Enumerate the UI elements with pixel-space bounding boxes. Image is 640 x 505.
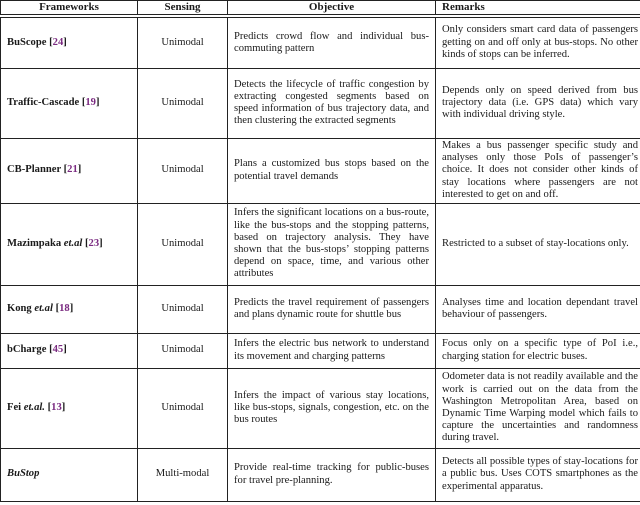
framework-cell xyxy=(1,333,138,368)
header-row xyxy=(1,1,640,17)
citation-link[interactable]: 45 xyxy=(52,344,64,356)
citation-wrap: [45] xyxy=(46,344,67,356)
framework-name: Fei xyxy=(7,401,22,413)
sensing-cell: Unimodal xyxy=(138,16,228,68)
remarks-cell: Makes a bus passenger specific study and analyses only those PoIs of passenger’s choice. It does not consider other kinds of stay locations where passengers are not interested to get on and off. xyxy=(436,138,640,203)
citation-link[interactable]: 13 xyxy=(51,401,62,413)
sensing-cell: Unimodal xyxy=(138,203,228,285)
citation-link[interactable]: 19 xyxy=(85,96,96,108)
objective-cell: Detects the lifecycle of traffic congestion by extracting congested segments based on speed information of bus trajectory data, and then clustering the extracted segments xyxy=(228,68,436,138)
table-row-traffic-cascade xyxy=(1,68,640,138)
objective-cell: Provide real-time tracking for public-buses for travel pre-planning. xyxy=(228,448,436,501)
framework-name: Kong xyxy=(7,302,32,314)
remarks-cell: Analyses time and location dependant travel behaviour of passengers. xyxy=(436,285,640,333)
framework-name: BuScope xyxy=(7,36,47,48)
citation-link[interactable]: 24 xyxy=(52,36,64,48)
framework-cell xyxy=(1,285,138,333)
header-sensing: Sensing xyxy=(138,1,228,17)
objective-cell: Predicts the travel requirement of passengers and plans dynamic route for shuttle bus xyxy=(228,285,436,333)
table-row-cb-planner xyxy=(1,138,640,203)
citation-wrap: [19] xyxy=(79,96,100,108)
table-row-bcharge xyxy=(1,333,640,368)
remarks-cell: Odometer data is not readily available and the work is carried out on the data from the Washington Metropolitan Area, based on Dynamic Time Warping model which fails to capture the uncertainties and randomness during travel. xyxy=(436,368,640,448)
sensing-cell: Unimodal xyxy=(138,333,228,368)
objective-cell: Infers the electric bus network to understand its movement and charging patterns xyxy=(228,333,436,368)
framework-cell xyxy=(1,16,138,68)
table-row-kong xyxy=(1,285,640,333)
framework-name: bCharge xyxy=(7,344,47,356)
table-row-mazimpaka xyxy=(1,203,640,285)
header-remarks: Remarks xyxy=(436,1,640,17)
framework-cell xyxy=(1,68,138,138)
framework-cell xyxy=(1,138,138,203)
sensing-cell: Unimodal xyxy=(138,368,228,448)
header-objective: Objective xyxy=(228,1,436,17)
framework-cell xyxy=(1,448,138,501)
remarks-cell: Restricted to a subset of stay-locations only. xyxy=(436,203,640,285)
objective-cell: Plans a customized bus stops based on the potential travel demands xyxy=(228,138,436,203)
citation-link[interactable]: 23 xyxy=(88,237,100,249)
header-frameworks: Frameworks xyxy=(1,1,138,17)
citation-wrap: [18] xyxy=(52,302,74,314)
framework-etal: et.al. xyxy=(21,401,45,413)
citation-wrap: [23] xyxy=(82,237,103,249)
citation-wrap: [24] xyxy=(46,36,67,48)
citation-link[interactable]: 21 xyxy=(67,164,78,176)
framework-etal: et.al xyxy=(61,237,83,249)
framework-cell xyxy=(1,203,138,285)
sensing-cell: Unimodal xyxy=(138,68,228,138)
remarks-cell: Only considers smart card data of passengers getting on and off only at bus-stops. No other kinds of stops can be inferred. xyxy=(436,16,640,68)
framework-name: Traffic-Cascade xyxy=(7,96,80,108)
citation-wrap: [13] xyxy=(44,401,66,413)
table-row-bustop xyxy=(1,448,640,501)
sensing-cell: Unimodal xyxy=(138,285,228,333)
table-header xyxy=(1,1,640,17)
objective-cell: Infers the significant locations on a bus-route, like the bus-stops and the stopping patterns, based on trajectory analysis. They have shown that the bus-stops’ stopping patterns depend on space, time, and various other attributes xyxy=(228,203,436,285)
framework-name: Mazimpaka xyxy=(7,237,62,249)
framework-etal: et.al xyxy=(31,302,53,314)
table-row-fei xyxy=(1,368,640,448)
remarks-cell: Depends only on speed derived from bus trajectory data (i.e. GPS data) which vary with individual driving style. xyxy=(436,68,640,138)
framework-name: CB-Planner xyxy=(7,164,61,176)
remarks-cell: Focus only on a specific type of PoI i.e., charging station for electric buses. xyxy=(436,333,640,368)
citation-wrap: [21] xyxy=(60,164,82,176)
objective-cell: Predicts crowd flow and individual bus-commuting pattern xyxy=(228,16,436,68)
framework-cell xyxy=(1,368,138,448)
sensing-cell: Unimodal xyxy=(138,138,228,203)
objective-cell: Infers the impact of various stay locations, like bus-stops, signals, congestion, etc. on the bus routes xyxy=(228,368,436,448)
table-row-buscope xyxy=(1,16,640,68)
framework-name: BuStop xyxy=(7,468,40,480)
citation-link[interactable]: 18 xyxy=(59,302,70,314)
remarks-cell: Detects all possible types of stay-locations for a public bus. Uses COTS smartphones as the experimental apparatus. xyxy=(436,448,640,501)
sensing-cell: Multi-modal xyxy=(138,448,228,501)
table-body xyxy=(1,16,640,501)
